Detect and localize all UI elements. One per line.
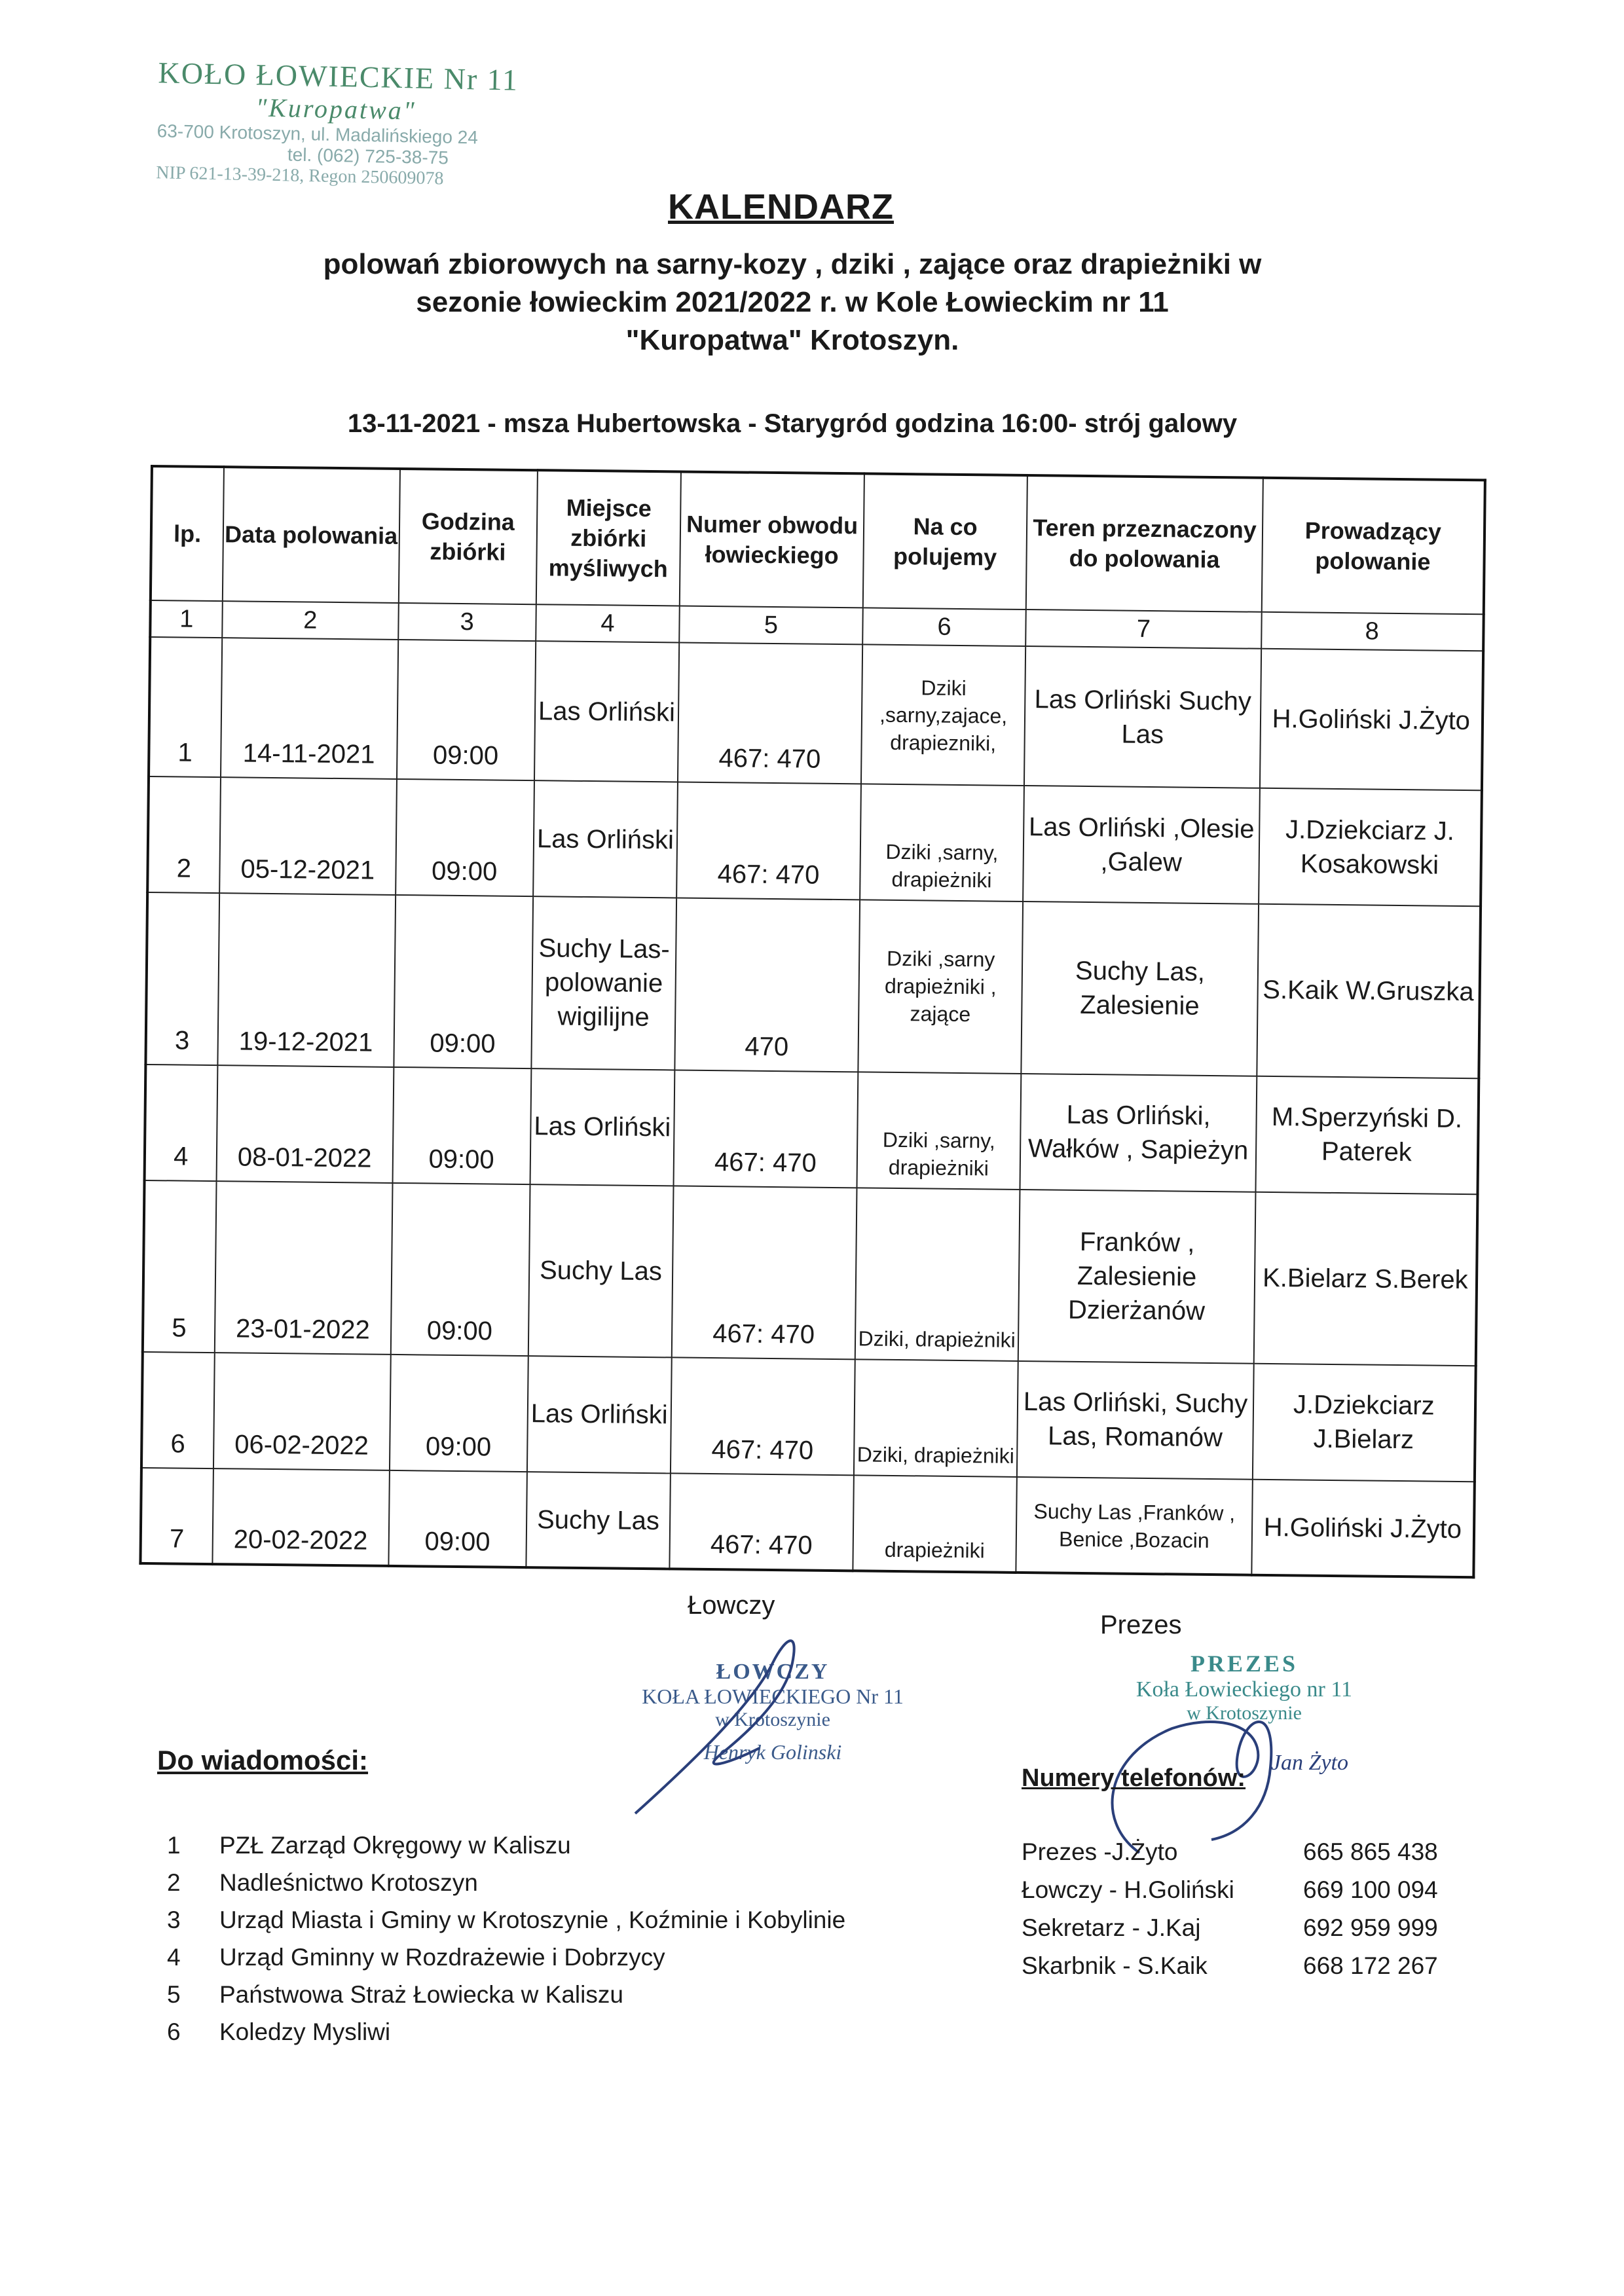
cell-leader: J.Dziekciarz J.Bielarz	[1252, 1364, 1475, 1482]
phone-row	[1022, 1871, 1438, 1909]
stamp-line-2: "Kuropatwa"	[255, 92, 417, 126]
cell-leader: M.Sperzyński D. Paterek	[1255, 1076, 1479, 1194]
list-item-text: Państwowa Straż Łowiecka w Kaliszu	[219, 1981, 623, 2008]
cell-lp: 2	[147, 776, 220, 893]
phones-heading: Numery telefonów:	[1022, 1764, 1246, 1792]
cell-game: Dziki, drapieżniki	[854, 1359, 1018, 1477]
cell-circuit: 467: 470	[678, 642, 862, 784]
header-leader: Prowadzący polowanie	[1261, 478, 1485, 615]
prezes-seal-line-4: Jan Żyto	[1270, 1751, 1349, 1775]
cell-date: 05-12-2021	[219, 777, 397, 895]
stamp-line-5: NIP 621-13-39-218, Regon 250609078	[156, 162, 444, 189]
cell-leader: H.Goliński J.Żyto	[1259, 649, 1483, 791]
cell-leader: J.Dziekciarz J. Kosakowski	[1259, 788, 1482, 907]
cell-leader: S.Kaik W.Gruszka	[1257, 904, 1481, 1078]
document-title: KALENDARZ	[668, 187, 894, 227]
phone-row	[1022, 1833, 1438, 1871]
cell-place: Suchy Las	[528, 1184, 674, 1358]
column-number: 7	[1026, 610, 1262, 649]
list-item-text: PZŁ Zarząd Okręgowy w Kaliszu	[219, 1832, 571, 1859]
cell-area: Las Orliński ,Olesie ,Galew	[1023, 786, 1259, 904]
table-row	[147, 776, 1482, 906]
phone-number: 692 959 999	[1303, 1914, 1438, 1941]
lowczy-label: Łowczy	[688, 1591, 775, 1620]
cell-circuit: 467: 470	[670, 1473, 854, 1571]
cell-area: Suchy Las, Zalesienie	[1022, 902, 1259, 1076]
cell-lp: 6	[141, 1352, 214, 1468]
cell-lp: 3	[145, 892, 219, 1065]
cell-time: 09:00	[391, 1183, 530, 1357]
column-number: 1	[150, 600, 222, 638]
cell-circuit: 470	[675, 898, 860, 1072]
lowczy-signature-icon	[622, 1624, 858, 1820]
header-date: Data polowania	[222, 467, 400, 603]
column-number: 8	[1261, 612, 1484, 651]
phone-person: Prezes -J.Żyto	[1022, 1838, 1178, 1865]
cell-lp: 1	[149, 637, 222, 777]
lowczy-seal-line-2: KOŁA ŁOWIECKIEGO Nr 11	[642, 1685, 904, 1708]
stamp-line-4: tel. (062) 725-38-75	[287, 144, 449, 168]
cell-date: 14-11-2021	[221, 638, 399, 779]
list-item	[167, 1901, 845, 1939]
header-circuit: Numer obwodu łowieckiego	[680, 471, 864, 608]
cell-area: Las Orliński Suchy Las	[1024, 646, 1261, 788]
cell-place: Las Orliński	[530, 1068, 675, 1186]
list-item-number: 4	[167, 1944, 181, 1971]
cell-place: Suchy Las	[526, 1472, 671, 1569]
list-item-number: 5	[167, 1981, 181, 2008]
column-number: 6	[862, 608, 1026, 646]
list-item-number: 3	[167, 1906, 181, 1933]
header-time: Godzina zbiórki	[399, 469, 538, 604]
header-lp: lp.	[151, 466, 224, 601]
header-game: Na co polujemy	[863, 473, 1028, 610]
cell-game: Dziki ,sarny,zajace, drapiezniki,	[861, 644, 1026, 786]
table-row	[145, 892, 1481, 1078]
subtitle-line-1: polowań zbiorowych na sarny-kozy , dziki , zające oraz drapieżniki w	[323, 248, 1262, 280]
cell-game: Dziki, drapieżniki	[855, 1188, 1020, 1361]
subtitle-line-3: "Kuropatwa" Krotoszyn.	[625, 324, 959, 356]
subtitle-line-2: sezonie łowieckim 2021/2022 r. w Kole Łowieckim nr 11	[416, 286, 1169, 318]
list-item-text: Koledzy Mysliwi	[219, 2018, 391, 2045]
cell-leader: K.Bielarz S.Berek	[1253, 1192, 1477, 1366]
prezes-seal-line-3: w Krotoszynie	[1187, 1702, 1302, 1724]
cell-game: drapieżniki	[853, 1475, 1017, 1573]
cell-time: 09:00	[394, 895, 532, 1068]
cell-time: 09:00	[388, 1470, 526, 1567]
cell-leader: H.Goliński J.Żyto	[1251, 1480, 1475, 1578]
cell-area: Franków , Zalesienie Dzierżanów	[1018, 1190, 1255, 1364]
prezes-seal-line-2: Koła Łowieckiego nr 11	[1135, 1677, 1353, 1702]
header-place: Miejsce zbiórki myśliwych	[536, 470, 681, 606]
lowczy-seal-line-3: w Krotoszynie	[715, 1709, 830, 1730]
prezes-label: Prezes	[1100, 1611, 1182, 1639]
cell-game: Dziki ,sarny, drapieżniki	[860, 784, 1024, 902]
phone-person: Łowczy - H.Goliński	[1022, 1876, 1234, 1903]
table-row	[140, 1468, 1474, 1577]
list-item-number: 2	[167, 1869, 181, 1896]
club-stamp	[156, 55, 519, 191]
list-item	[167, 1864, 845, 1901]
table-row	[149, 637, 1483, 790]
lowczy-seal-line-4: Henryk Golinski	[703, 1740, 842, 1764]
stamp-line-3: 63-700 Krotoszyn, ul. Madalińskiego 24	[157, 120, 479, 148]
cell-lp: 5	[143, 1180, 216, 1353]
header-area: Teren przeznaczony do polowania	[1026, 475, 1263, 612]
column-number: 3	[398, 603, 536, 641]
list-item	[167, 1827, 845, 1864]
cell-area: Suchy Las ,Franków , Benice ,Bozacin	[1016, 1477, 1253, 1575]
cell-lp: 7	[140, 1468, 213, 1564]
cell-circuit: 467: 470	[672, 1186, 857, 1359]
cell-circuit: 467: 470	[671, 1357, 855, 1475]
list-item	[167, 1939, 845, 1976]
list-item-text: Urząd Gminny w Rozdrażewie i Dobrzycy	[219, 1944, 665, 1971]
phone-row	[1022, 1909, 1438, 1947]
cell-area: Las Orliński, Wałków , Sapieżyn	[1020, 1074, 1257, 1192]
column-number: 5	[679, 606, 862, 644]
table-row	[141, 1352, 1476, 1482]
cell-time: 09:00	[392, 1066, 530, 1184]
cell-area: Las Orliński, Suchy Las, Romanów	[1017, 1361, 1253, 1480]
table-header-row	[151, 466, 1485, 614]
column-number: 4	[536, 604, 680, 642]
cell-game: Dziki ,sarny drapieżniki , zające	[858, 900, 1023, 1074]
phone-person: Sekretarz - J.Kaj	[1022, 1914, 1201, 1941]
cell-lp: 4	[145, 1065, 217, 1181]
cell-time: 09:00	[397, 640, 536, 780]
cell-place: Las Orliński	[534, 641, 679, 782]
cell-place: Las Orliński	[533, 780, 678, 898]
hunt-calendar-table	[139, 465, 1486, 1578]
phone-number: 665 865 438	[1303, 1838, 1438, 1865]
stamp-line-1: KOŁO ŁOWIECKIE Nr 11	[158, 56, 519, 97]
distribution-list	[167, 1827, 845, 2050]
prezes-seal-line-1: PREZES	[1190, 1650, 1299, 1677]
phone-person: Skarbnik - S.Kaik	[1022, 1952, 1208, 1979]
cell-time: 09:00	[390, 1355, 528, 1472]
phone-row	[1022, 1947, 1438, 1985]
table-row	[145, 1065, 1479, 1194]
cell-game: Dziki ,sarny, drapieżniki	[857, 1072, 1021, 1190]
list-item-text: Nadleśnictwo Krotoszyn	[219, 1869, 478, 1896]
cell-circuit: 467: 470	[674, 1070, 858, 1188]
cell-time: 09:00	[396, 779, 534, 896]
cell-place: Suchy Las- polowanie wigilijne	[531, 896, 677, 1070]
cell-date: 19-12-2021	[217, 893, 396, 1066]
cell-date: 06-02-2022	[213, 1353, 391, 1470]
mass-announcement: 13-11-2021 - msza Hubertowska - Starygród godzina 16:00- strój galowy	[347, 409, 1238, 438]
document-subtitle	[236, 246, 1349, 359]
column-number: 2	[222, 601, 399, 640]
cell-circuit: 467: 470	[676, 782, 860, 900]
phone-number: 669 100 094	[1303, 1876, 1438, 1903]
list-item-number: 1	[167, 1832, 181, 1859]
distribution-heading: Do wiadomości:	[157, 1745, 369, 1776]
list-item-number: 6	[167, 2018, 181, 2045]
cell-date: 20-02-2022	[212, 1468, 390, 1566]
list-item-text: Urząd Miasta i Gminy w Krotoszynie , Koźminie i Kobylinie	[219, 1906, 846, 1933]
list-item	[167, 2013, 845, 2050]
phone-number: 668 172 267	[1303, 1952, 1438, 1979]
phone-list	[1022, 1833, 1438, 1985]
cell-date: 23-01-2022	[214, 1181, 392, 1355]
table-row	[143, 1180, 1478, 1366]
lowczy-seal-line-1: ŁOWCZY	[716, 1660, 830, 1684]
cell-date: 08-01-2022	[216, 1065, 394, 1183]
list-item	[167, 1976, 845, 2013]
cell-place: Las Orliński	[526, 1356, 672, 1473]
